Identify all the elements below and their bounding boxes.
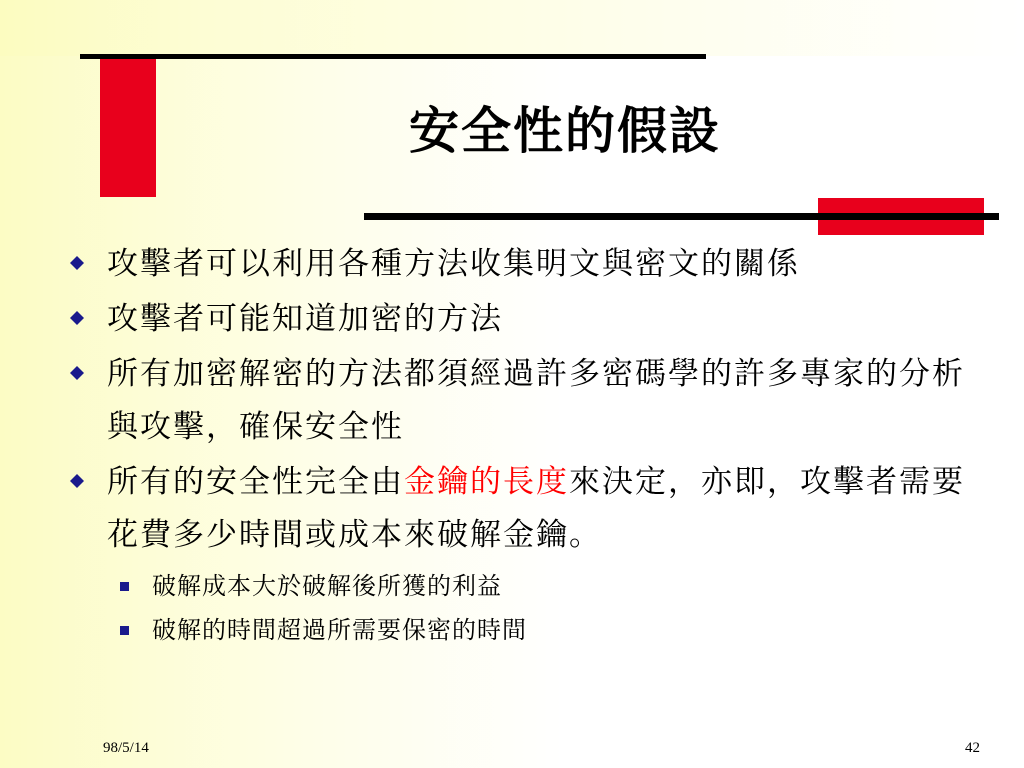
diamond-bullet-icon xyxy=(70,474,84,488)
sub-bullet-text: 破解成本大於破解後所獲的利益 xyxy=(152,572,502,600)
title-underline-rule xyxy=(364,213,999,220)
footer-date: 98/5/14 xyxy=(103,740,149,756)
sub-bullet-item xyxy=(64,564,994,608)
diamond-bullet-icon xyxy=(70,256,84,270)
bullet-text: 攻擊者可能知道加密的方法 xyxy=(107,301,503,337)
bullet-item xyxy=(64,456,994,562)
top-gradient-band xyxy=(0,0,1024,56)
slide-title: 安全性的假設 xyxy=(409,101,721,160)
bullet-text: 所有加密解密的方法都須經過許多密碼學的許多專家的分析與攻擊，確保安全性 xyxy=(107,356,965,445)
square-bullet-icon xyxy=(120,582,129,591)
diamond-bullet-icon xyxy=(70,311,84,325)
key-length-highlight: 金鑰的長度 xyxy=(404,464,569,500)
sub-bullet-item xyxy=(64,608,994,652)
bullet-text-before: 所有的安全性完全由 xyxy=(107,464,404,500)
red-accent-block-left xyxy=(100,59,156,197)
bullet-item xyxy=(64,348,994,454)
bullet-item xyxy=(64,293,994,346)
page-number: 42 xyxy=(965,740,980,756)
sub-bullet-text: 破解的時間超過所需要保密的時間 xyxy=(152,616,527,644)
diamond-bullet-icon xyxy=(70,366,84,380)
bullet-text: 攻擊者可以利用各種方法收集明文與密文的關係 xyxy=(107,246,800,282)
bullet-item xyxy=(64,238,994,291)
bullet-text-after: 來決定，亦即，攻擊者需要花費多少時間或成本來破解金鑰。 xyxy=(107,464,965,553)
top-rule xyxy=(80,54,706,59)
square-bullet-icon xyxy=(120,626,129,635)
bullet-list xyxy=(64,238,994,652)
